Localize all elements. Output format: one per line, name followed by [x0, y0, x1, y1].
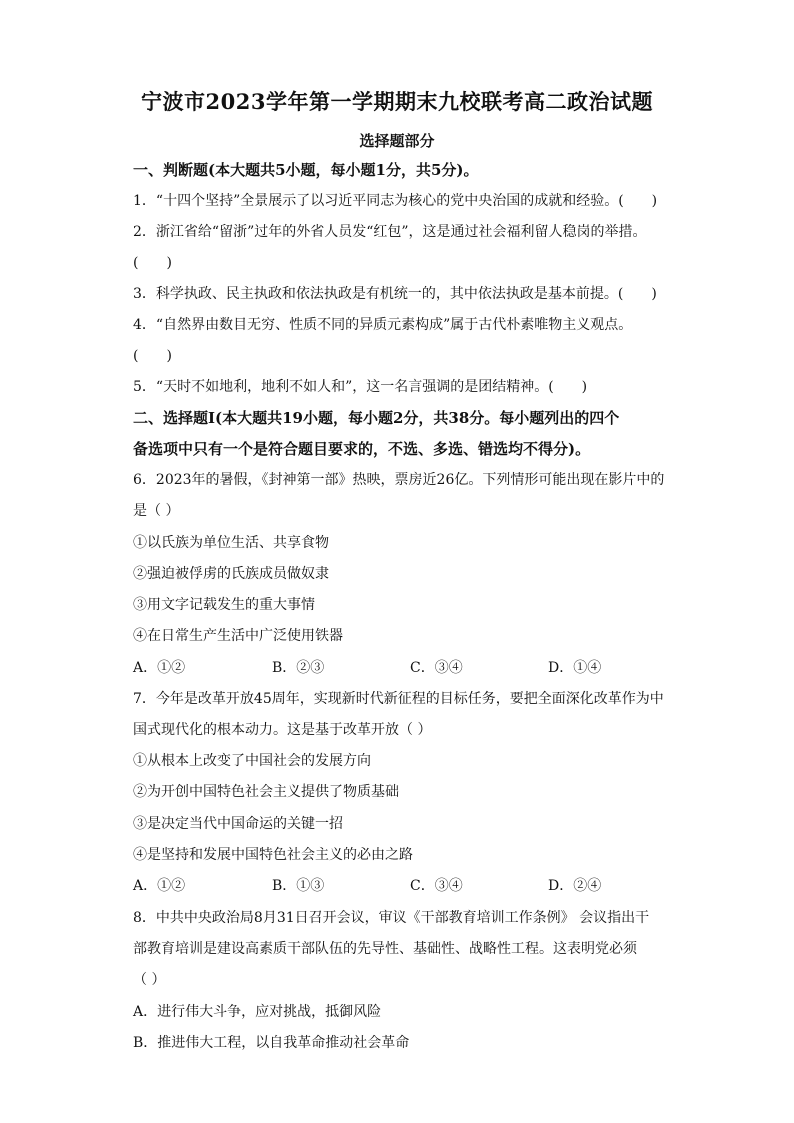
- section2-heading-line1: 二、选择题Ⅰ(本大题共19小题，每小题2分，共38分。每小题列出的四个: [133, 409, 620, 427]
- question-8-stem-line3: （ ）: [133, 972, 166, 988]
- question-7-item-4: ④是坚持和发展中国特色社会主义的必由之路: [133, 847, 413, 863]
- question-6-choice-b: B．②③: [272, 660, 325, 676]
- question-6-choice-c: C．③④: [410, 660, 463, 676]
- section1-heading: 一、判断题(本大题共5小题，每小题1分，共5分)。: [133, 161, 479, 179]
- question-1: 1．“十四个坚持”全景展示了以习近平同志为核心的党中央治国的成就和经验。( ): [133, 193, 658, 209]
- question-6-item-3: ③用文字记载发生的重大事情: [133, 597, 315, 613]
- question-8-stem-line1: 8．中共中央政治局8月31日召开会议，审议《干部教育培训工作条例》 会议指出干: [133, 910, 650, 926]
- section2-heading-line2: 备选项中只有一个是符合题目要求的，不选、多选、错选均不得分)。: [133, 440, 591, 458]
- question-7-item-2: ②为开创中国特色社会主义提供了物质基础: [133, 784, 399, 800]
- question-8-option-b: B．推进伟大工程，以自我革命推动社会革命: [133, 1035, 410, 1051]
- question-3: 3．科学执政、民主执政和依法执政是有机统一的，其中依法执政是基本前提。( ): [133, 286, 657, 302]
- question-7-choice-d: D．②④: [548, 878, 602, 894]
- question-6-item-4: ④在日常生产生活中广泛使用铁器: [133, 628, 343, 644]
- question-6-item-1: ①以氏族为单位生活、共享食物: [133, 535, 329, 551]
- question-6-choice-d: D．①④: [548, 660, 602, 676]
- question-8-option-a: A．进行伟大斗争，应对挑战，抵御风险: [133, 1004, 382, 1020]
- question-4-line1: 4．“自然界由数目无穷、性质不同的异质元素构成”属于古代朴素唯物主义观点。: [133, 317, 633, 333]
- question-8-stem-line2: 部教育培训是建设高素质干部队伍的先导性、基础性、战略性工程。这表明党必须: [133, 941, 637, 957]
- section-subtitle: 选择题部分: [359, 132, 435, 150]
- question-6-item-2: ②强迫被俘虏的氏族成员做奴隶: [133, 566, 329, 582]
- question-7-item-3: ③是决定当代中国命运的关键一招: [133, 816, 343, 832]
- question-7-stem-line1: 7．今年是改革开放45周年，实现新时代新征程的目标任务，要把全面深化改革作为中: [133, 691, 664, 707]
- question-7-item-1: ①从根本上改变了中国社会的发展方向: [133, 753, 371, 769]
- question-2-line2: ( ): [133, 255, 172, 271]
- question-7-choice-a: A．①②: [133, 878, 186, 894]
- exam-title: 宁波市2023学年第一学期期末九校联考高二政治试题: [141, 89, 653, 114]
- question-5: 5．“天时不如地利，地利不如人和”，这一名言强调的是团结精神。( ): [133, 379, 588, 395]
- question-2-line1: 2．浙江省给“留浙”过年的外省人员发“红包”，这是通过社会福利留人稳岗的举措。: [133, 224, 647, 240]
- question-7-stem-line2: 国式现代化的根本动力。这是基于改革开放（ ）: [133, 722, 432, 738]
- question-6-stem-line1: 6．2023年的暑假，《封神第一部》热映，票房近26亿。下列情形可能出现在影片中的: [133, 472, 665, 488]
- question-6-stem-line2: 是（ ）: [133, 503, 180, 519]
- question-6-choice-a: A．①②: [133, 660, 186, 676]
- question-7-choice-b: B．①③: [272, 878, 325, 894]
- question-4-line2: ( ): [133, 348, 172, 364]
- question-7-choice-c: C．③④: [410, 878, 463, 894]
